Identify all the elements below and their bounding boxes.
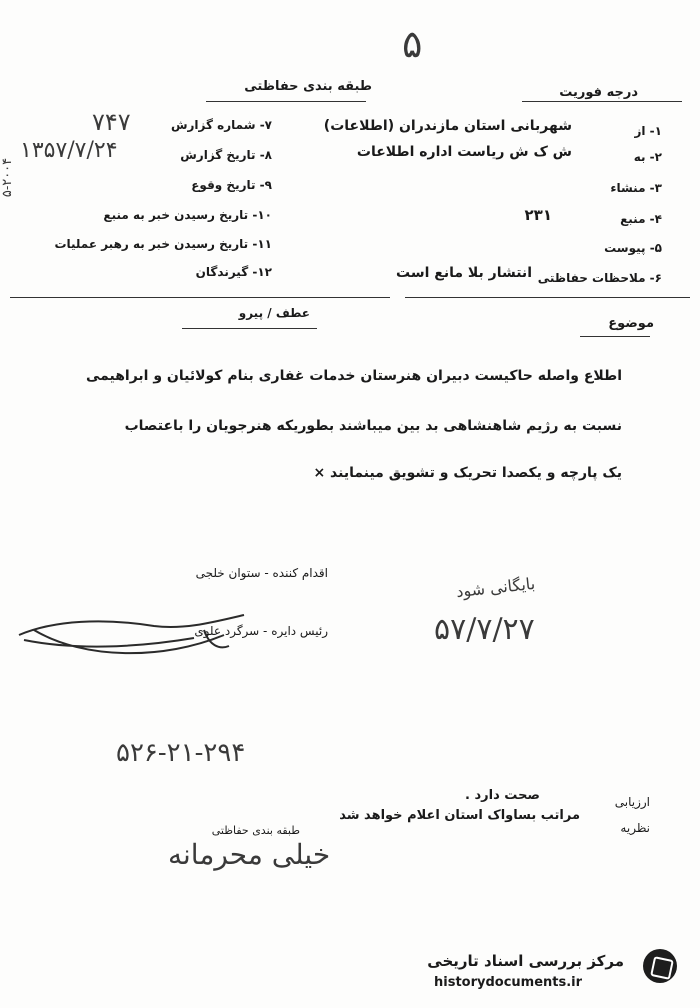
subject-rule: [182, 328, 317, 329]
mid-rule-left: [10, 297, 390, 298]
report-date-label: ۸- تاریخ گزارش: [180, 148, 272, 162]
watermark-org: مرکز بررسی اسناد تاریخی: [427, 952, 624, 970]
watermark-site: historydocuments.ir: [434, 975, 583, 990]
header-rule-right: [522, 101, 682, 102]
reference-label: عطف / پیرو: [238, 306, 310, 320]
subject-rule-right: [580, 336, 650, 337]
evaluation-label: ارزیابی: [614, 795, 650, 809]
to-value: ش ک ش ریاست اداره اطلاعات: [356, 144, 572, 160]
side-code: ۵-۲۰۰۴: [0, 157, 16, 198]
source-label: ۴- منبع: [620, 212, 662, 226]
page-mark: ۵: [402, 22, 423, 66]
subject-label: موضوع: [608, 316, 654, 331]
margin-note: بایگانی شود: [455, 573, 536, 602]
origin-label: ۳- منشاء: [610, 181, 662, 195]
action-by: اقدام کننده - ستوان خلجی: [195, 566, 328, 580]
classification-header: طبقه بندی حفاظتی: [244, 79, 372, 94]
opinion-label: نظریه: [620, 821, 650, 835]
source-value: ۲۳۱: [524, 206, 552, 224]
signature-scribble: [14, 600, 254, 670]
footer-classification-label: طبقه بندی حفاظتی: [211, 824, 300, 837]
report-number-label: ۷- شماره گزارش: [170, 118, 272, 132]
department-chief: رئیس دایره - سرگرد علوی: [194, 624, 328, 638]
notes-value: انتشار بلا مانع است: [396, 265, 532, 281]
report-date-value: ۱۳۵۷/۷/۲۴: [20, 138, 118, 163]
ops-date-label: ۱۱- تاریخ رسیدن خبر به رهبر عملیات: [54, 237, 272, 251]
mid-rule-right: [405, 297, 690, 298]
body-line-3: یک پارچه و یکصدا تحریک و تشویق مینمایند ×: [313, 465, 622, 481]
body-line-2: نسبت به رژیم شاهنشاهی بد بین میباشند بطوریکه هنرجویان را باعتصاب: [124, 418, 622, 434]
from-value: شهربانی استان مازندران (اطلاعات): [323, 118, 572, 134]
to-label: ۲- به: [633, 150, 662, 164]
body-line-1: اطلاع واصله حاکیست دبیران هنرستان خدمات غفاری بنام کولائیان و ابراهیمی: [85, 368, 622, 384]
attachment-label: ۵- پیوست: [604, 241, 662, 255]
evaluation-value: صحت دارد .: [465, 788, 540, 803]
arrival-date-label: ۱۰- تاریخ رسیدن خبر به منبع: [103, 208, 272, 222]
event-date-label: ۹- تاریخ وقوع: [191, 178, 272, 192]
urgency-header: درجه فوریت: [559, 85, 638, 100]
archive-logo-icon: [643, 949, 677, 983]
reference-number: ۵۲۶-۲۱-۲۹۴: [116, 738, 246, 768]
recipients-label: ۱۲- گیرندگان: [195, 265, 272, 279]
from-label: ۱- از: [634, 124, 662, 138]
footer-classification-value: خیلی محرمانه: [168, 838, 331, 871]
report-number-value: ۷۴۷: [92, 108, 131, 136]
header-rule-left: [206, 101, 366, 102]
notes-label: ۶- ملاحظات حفاظتی: [537, 271, 662, 285]
opinion-value: مراتب بساواک استان اعلام خواهد شد: [339, 808, 580, 823]
margin-date: ۵۷/۷/۲۷: [434, 612, 535, 647]
